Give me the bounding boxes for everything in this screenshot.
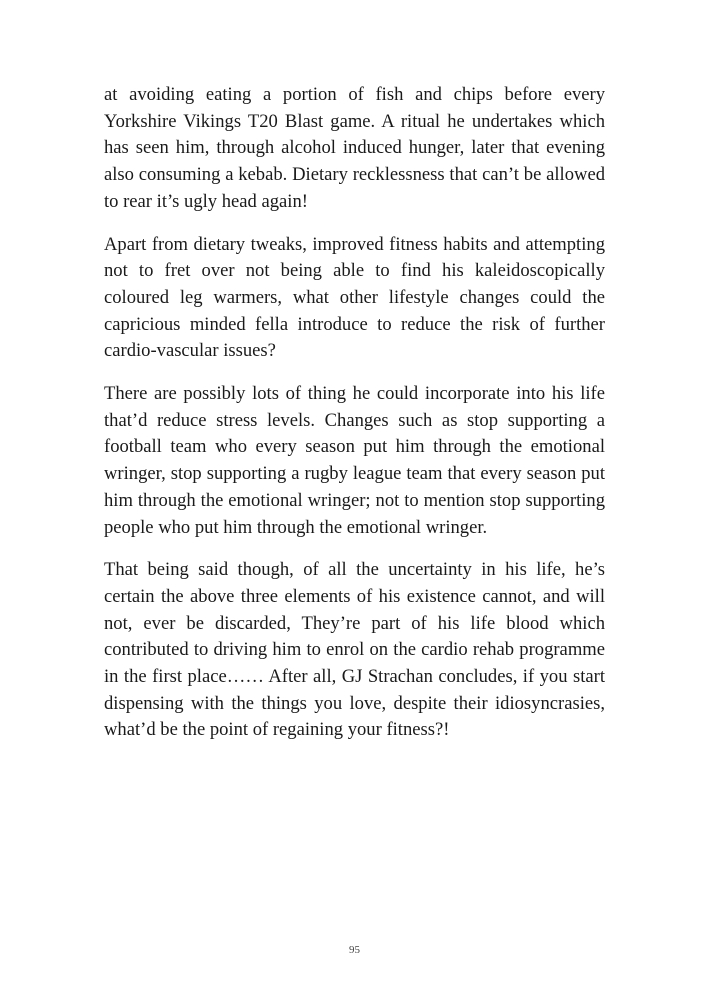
page-number: 95 [349,944,360,956]
page-body [104,82,605,760]
paragraph-lifestyle-changes: Apart from dietary tweaks, improved fitness habits and attempting not to fret over not being able to find his kaleidoscopically coloured leg warmers, what other lifestyle changes could the capricious minded fella introduce to reduce the risk of further cardio-vascular issues? [104,233,605,362]
paragraph-continuation: at avoiding eating a portion of fish and chips before every Yorkshire Vikings T20 Blast game. A ritual he undertakes which has seen him, through alcohol induced hunger, later that evening also consuming a kebab. Dietary recklessness that can’t be allowed to rear it’s ugly head again! [104,84,605,212]
paragraph-stress-levels: There are possibly lots of thing he could incorporate into his life that’d reduce stress levels. Changes such as stop supporting a football team who every season put him through the emotional wringer, stop supporting a rugby league team that every season put him through the emotional wringer; not to mention stop supporting people who put him through the emotional wringer. [104,383,605,538]
paragraph-conclusion: That being said though, of all the uncertainty in his life, he’s certain the above three elements of his existence cannot, and will not, ever be discarded, They’re part of his life blood which contributed to driving him to enrol on the cardio rehab programme in the first place…… After all, GJ Strachan concludes, if you start dispensing with the things you love, despite their idiosyncrasies, what’d be the point of regaining your fitness?! [104,559,605,741]
